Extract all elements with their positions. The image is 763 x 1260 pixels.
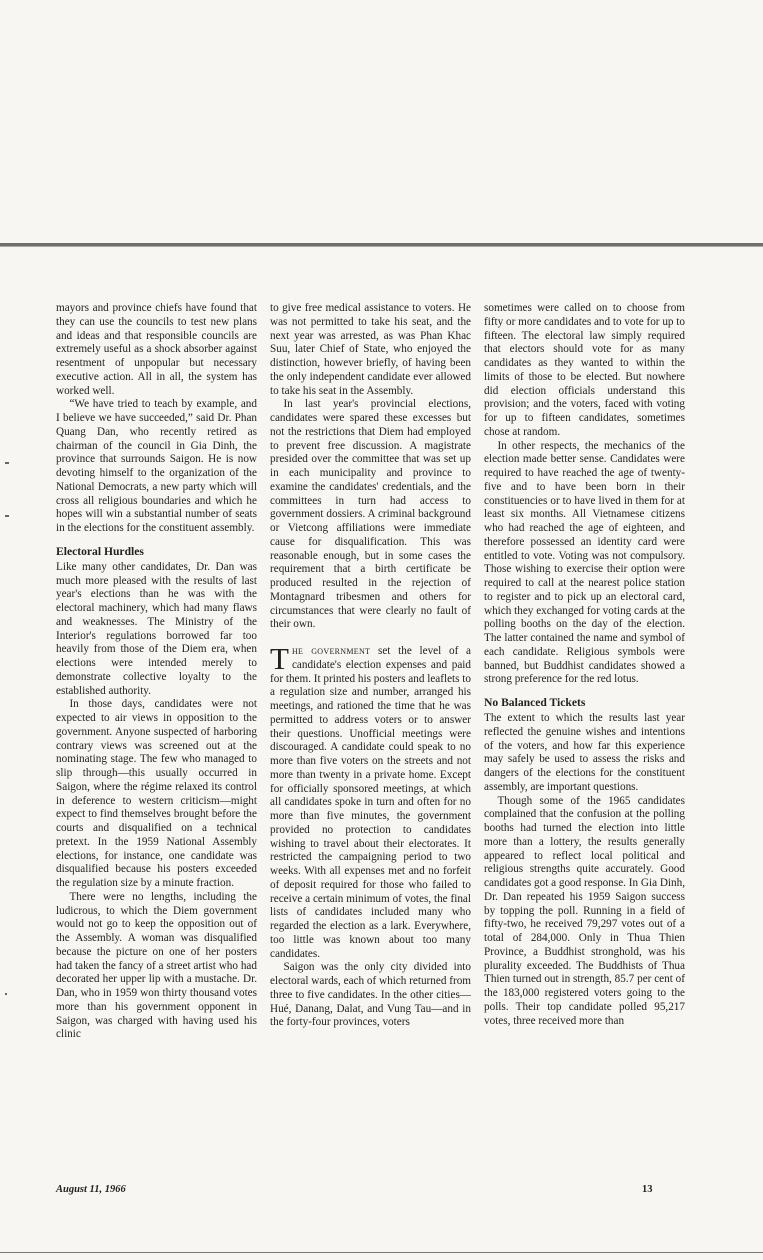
margin-mark <box>5 515 9 517</box>
margin-mark <box>5 993 7 995</box>
paragraph: Like many other candidates, Dr. Dan was much more pleased with the results of last year's elections than he was with the electoral machinery, which had many flaws and weaknesses. The Ministry of the Interior's regulations borrowed far too heavily from those of the Diem era, when elections were intended merely to demonstrate collective loyalty to the established authority. <box>56 560 257 697</box>
page-number: 13 <box>642 1184 653 1195</box>
paragraph: There were no lengths, including the ludicrous, to which the Diem government would not go to keep the opposition out of the Assembly. A woman was disqualified because the picture on one of her posters had taken the fancy of a street artist who had decorated her upper lip with a mustache. Dr. Dan, who in 1959 won thirty thousand votes more than his government opponent in Saigon, was charged with having used his clinic <box>56 890 257 1041</box>
paragraph: to give free medical assistance to voters. He was not permitted to take his seat, and the next year was arrested, as was Phan Khac Suu, later Chief of State, who enjoyed the distinction, however briefly, of having been the only independent candidate ever allowed to take his seat in the Assembly. <box>270 302 471 397</box>
paragraph: In other respects, the mechanics of the election made better sense. Candidates were required to have reached the age of twenty-five and to have been born in their constituencies or to have lived in them for at least six months. All Vietnamese citizens who had reached the age of eighteen, and therefore possessed an identity card were entitled to vote. Voting was not compulsory. Those wishing to exercise their option were required to call at the nearest police station to register and to pick up an electoral card, which they exchanged for voting cards at the polling booths on the day of the election. The latter contained the name and symbol of each candidate. Religious symbols were banned, but Buddhist candidates showed a strong preference for the red lotus. <box>484 439 685 686</box>
column-3 <box>484 302 685 1028</box>
section-heading: No Balanced Tickets <box>484 696 586 709</box>
paragraph: Though some of the 1965 candidates complained that the confusion at the polling booths had turned the election into little more than a lottery, the results generally appeared to reflect local political and religious strengths quite accurately. Good candidates got a good response. In Gia Dinh, Dr. Dan repeated his 1959 Saigon success by topping the poll. Running in a field of fifty-two, he received 79,297 votes out of a total of 284,000. Only in Thua Thien Province, a Buddhist stronghold, was his plurality exceeded. The Buddhists of Thua Thien turned out in strength, 85.7 per cent of the 183,000 registered voters going to the polls. Their top candidate polled 95,217 votes, three received more than <box>484 794 686 1027</box>
top-rule <box>0 243 763 247</box>
small-caps-lead: he government <box>291 645 371 657</box>
paragraph: “We have tried to teach by example, and I believe we have succeeded,” said Dr. Phan Quang Dan, who recently retired as chairman of the council in Gia Dinh, the province that surrounds Saigon. He is now devoting himself to the organization of the National Democrats, a new party which will cross all religious boundaries and which he hopes will win a substantial number of seats in the elections for the constituent assembly. <box>56 398 257 534</box>
column-1 <box>56 302 257 1042</box>
paragraph: sometimes were called on to choose from fifty or more candidates and to vote for up to fifteen. The electoral law simply required that electors should vote for as many candidates as they wanted to within the limits of those to be elected. But nowhere did election officials understand this provision; and the voters, faced with voting for up to fifteen candidates, sometimes chose at random. <box>484 302 686 438</box>
column-2 <box>270 302 471 1030</box>
paragraph-with-dropcap <box>270 641 472 961</box>
paragraph: The extent to which the results last year reflected the genuine wishes and intentions of the voters, and how far this experience may safely be used to assess the risks and dangers of the elections for the constituent assembly, are important questions. <box>484 712 685 793</box>
footer-date: August 11, 1966 <box>56 1184 126 1195</box>
paragraph: In those days, candidates were not expected to air views in opposition to the government. Anyone suspected of harboring contrary views was screened out at the nominating stage. The few who managed to slip through—this usually occurred in Saigon, where the régime relaxed its control in deference to western criticism—might expect to find themselves brought before the courts and disqualified on a technical pretext. In the 1959 National Assembly elections, for instance, one candidate was disqualified because his posters exceeded the regulation size by a minute fraction. <box>56 698 257 889</box>
margin-mark <box>5 462 9 464</box>
paragraph: mayors and province chiefs have found that they can use the councils to test new plans and ideas and that responsible councils are extremely useful as a shock absorber against resentment of unpopular but necessary executive action. All in all, the system has worked well. <box>56 302 257 397</box>
paragraph-text: set the level of a candidate's election expenses and paid for them. It printed his posters and leaflets to a regulation size and number, arranged his meetings, and rationed the time that he was permitted to address voters or to answer their questions. Unofficial meetings were discouraged. A candidate could speak to no more than five voters on the streets and not more than twenty in a private home. Except for officially sponsored meetings, at which all candidates spoke in turn and often for no more than five minutes, the government provided no protection to candidates wishing to travel about their electorates. It restricted the campaigning period to two weeks. With all expenses met and no forfeit of deposit required for those who failed to receive a certain minimum of votes, the final lists of candidates included many who regarded the election as a lark. Everywhere, too little was known about too many candidates. <box>270 645 472 960</box>
paragraph: Saigon was the only city divided into electoral wards, each of which returned from three to five candidates. In the other cities—Hué, Danang, Dalat, and Vung Tau—and in the forty-four provinces, voters <box>270 961 471 1029</box>
paragraph: In last year's provincial elections, candidates were spared these excesses but not the restrictions that Diem had employed to prevent free discussion. A magistrate presided over the committee that was set up in each municipality and province to examine the candidates' credentials, and the committees in turn had access to government dossiers. A criminal background or Vietcong affiliations were immediate cause for disqualification. This was reasonable enough, but in some cases the requirement that a birth certificate be produced resulted in the rejection of Montagnard tribesmen and others for circumstances that were clearly no fault of their own. <box>270 398 471 631</box>
bottom-rule <box>0 1252 763 1253</box>
section-heading: Electoral Hurdles <box>56 544 144 558</box>
drop-cap: T <box>270 641 289 676</box>
